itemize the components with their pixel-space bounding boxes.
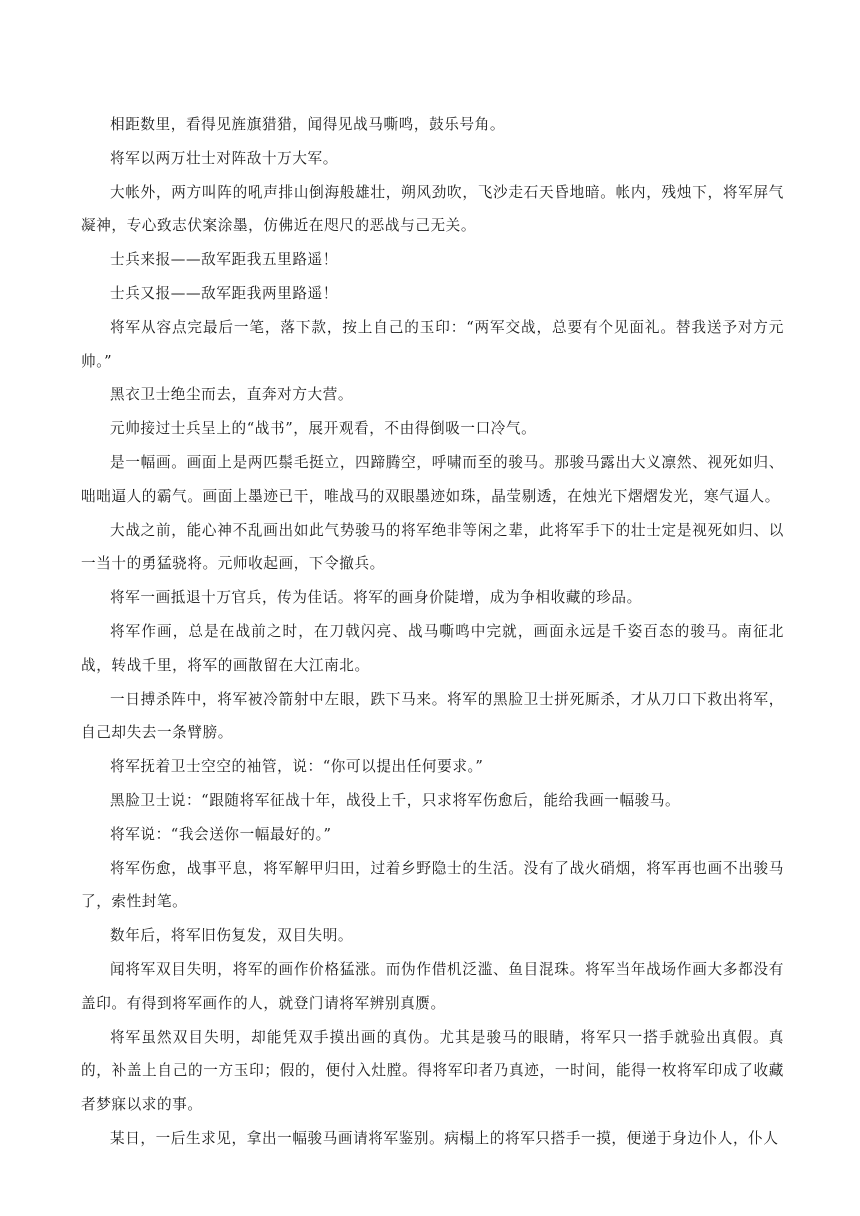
paragraph: 将军以两万壮士对阵敌十万大军。: [110, 149, 338, 167]
paragraph: 士兵来报——敌军距我五里路遥！: [110, 251, 338, 269]
paragraph: 士兵又报——敌军距我两里路遥！: [110, 284, 338, 302]
paragraph: 一日搏杀阵中，将军被冷箭射中左眼，跌下马来。将军的黑脸卫士拼死厮杀，才从刀口下救出将军，自己却失去一条臂膀。: [81, 690, 784, 742]
paragraph: 将军说：“我会送你一幅最好的。”: [110, 825, 332, 843]
paragraph: 是一幅画。画面上是两匹鬃毛挺立，四蹄腾空，呼啸而至的骏马。那骏马露出大义凛然、视死如归、咄咄逼人的霸气。画面上墨迹已干，唯战马的双眼墨迹如珠，晶莹剔透，在烛光下熠熠发光，寒气逼人。: [81, 453, 784, 505]
paragraph: 数年后，将军旧伤复发，双目失明。: [110, 927, 354, 945]
paragraph: 将军虽然双目失明，却能凭双手摸出画的真伪。尤其是骏马的眼睛，将军只一搭手就验出真假。真的，补盖上自己的一方玉印；假的，便付入灶膛。得将军印者乃真迹，一时间，能得一枚将军印成了收藏者梦寐以求的事。: [81, 1028, 784, 1114]
paragraph: 相距数里，看得见旌旗猎猎，闻得见战马嘶鸣，鼓乐号角。: [110, 116, 506, 133]
paragraph: 闻将军双目失明，将军的画作价格猛涨。而伪作借机泛滥、鱼目混珠。将军当年战场作画大多都没有盖印。有得到将军画作的人，就登门请将军辨别真赝。: [81, 960, 784, 1012]
paragraph: 元帅接过士兵呈上的“战书”，展开观看，不由得倒吸一口冷气。: [110, 420, 537, 438]
paragraph: 大帐外，两方叫阵的吼声排山倒海般雄壮，朔风劲吹，飞沙走石天昏地暗。帐内，残烛下，将军屏气凝神，专心致志伏案涂墨，仿佛近在咫尺的恶战与己无关。: [81, 183, 784, 235]
paragraph: 将军抚着卫士空空的袖管，说：“你可以提出任何要求。”: [110, 758, 484, 776]
paragraph: 将军伤愈，战事平息，将军解甲归田，过着乡野隐士的生活。没有了战火硝烟，将军再也画不出骏马了，索性封笔。: [81, 859, 784, 911]
paragraph: 黑衣卫士绝尘而去，直奔对方大营。: [110, 386, 354, 404]
paragraph: 将军一画抵退十万官兵，传为佳话。将军的画身价陡增，成为争相收藏的珍品。: [110, 589, 642, 607]
paragraph: 大战之前，能心神不乱画出如此气势骏马的将军绝非等闲之辈，此将军手下的壮士定是视死如归、以一当十的勇猛骁将。元师收起画，下令撤兵。: [81, 521, 784, 573]
paragraph: 将军从容点完最后一笔，落下款，按上自己的玉印：“两军交战，总要有个见面礼。替我送予对方元帅。”: [81, 318, 784, 370]
paragraph: 某日，一后生求见，拿出一幅骏马画请将军鉴别。病榻上的将军只搭手一摸，便递于身边仆人，仆人: [110, 1129, 779, 1147]
paragraph: 将军作画，总是在战前之时，在刀戟闪亮、战马嘶鸣中完就，画面永远是千姿百态的骏马。南征北战，转战千里，将军的画散留在大江南北。: [81, 622, 784, 674]
paragraph: 黑脸卫士说：“跟随将军征战十年，战役上千，只求将军伤愈后，能给我画一幅骏马。: [110, 791, 681, 809]
